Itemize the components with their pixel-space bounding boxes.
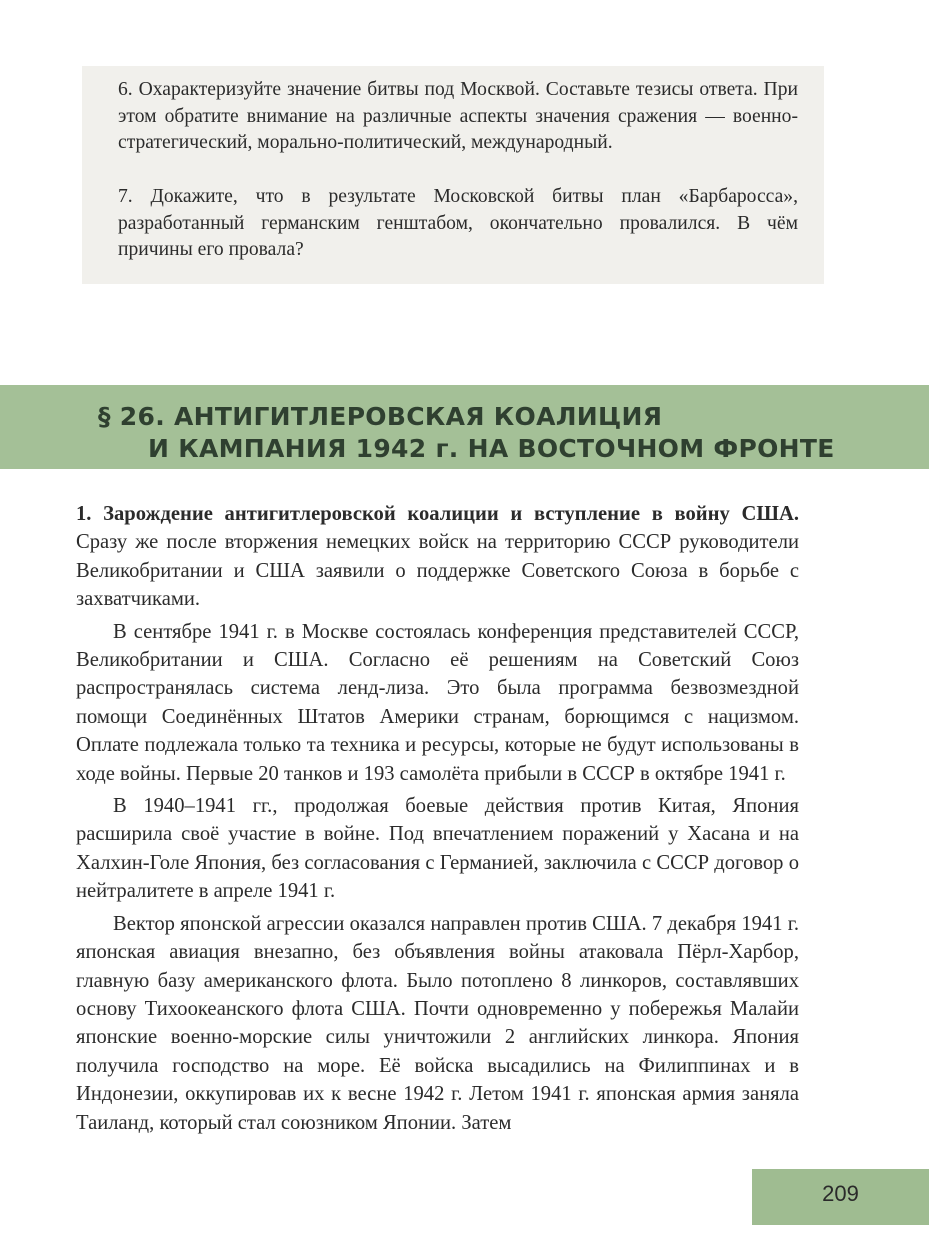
section-title — [98, 401, 835, 465]
paragraph-1-text: Сразу же после вторжения немецких войск на территорию СССР руководители Великобритании и США заявили о поддержке Советского Союза в борьбе с захватчиками. — [76, 531, 799, 611]
body-text — [76, 500, 799, 1137]
section-title-line-1: § 26. АНТИГИТЛЕРОВСКАЯ КОАЛИЦИЯ — [98, 402, 663, 431]
question-6: 6. Охарактеризуйте значение битвы под Москвой. Составьте тезисы ответа. При этом обратите внимание на различные аспекты значения сражения — военно-стратегический, морально-политический, международный. — [118, 79, 798, 154]
paragraph-1 — [76, 500, 799, 614]
paragraph-2: В сентябре 1941 г. в Москве состоялась конференция представителей СССР, Великобритании и США. Согласно её решениям на Советский Союз распространялась система ленд-лиза. Это была программа безвозмездной помощи Соединённых Штатов Америки странам, борющимся с нацизмом. Оплате подлежала только та техника и ресурсы, которые не будут использованы в ходе войны. Первые 20 танков и 193 самолёта прибыли в СССР в октябре 1941 г. — [76, 620, 799, 785]
page-number-tab — [752, 1169, 929, 1225]
questions-box — [82, 66, 824, 284]
question-7: 7. Докажите, что в результате Московской битвы план «Барбаросса», разработанный германским генштабом, окончательно провалился. В чём причины его провала? — [118, 186, 798, 261]
page-number: 209 — [822, 1181, 859, 1206]
subsection-heading: 1. Зарождение антигитлеровской коалиции и вступление в войну США. — [76, 503, 799, 525]
paragraph-3: В 1940–1941 гг., продолжая боевые действия против Китая, Япония расширила своё участие в войне. Под впечатлением поражений у Хасана и на Халхин-Голе Япония, без согласования с Германией, заключила с СССР договор о нейтралитете в апреле 1941 г. — [76, 795, 799, 903]
paragraph-4: Вектор японской агрессии оказался направлен против США. 7 декабря 1941 г. японская авиация внезапно, без объявления войны атаковала Пёрл-Харбор, главную базу американского флота. Было потоплено 8 линкоров, составлявших основу Тихоокеанского флота США. Почти одновременно у побережья Малайи японские военно-морские силы уничтожили 2 английских линкора. Япония получила господство на море. Её войска высадились на Филиппинах и в Индонезии, оккупировав их к весне 1942 г. Летом 1941 г. японская армия заняла Таиланд, который стал союзником Японии. Затем — [76, 912, 799, 1134]
section-title-line-2: И КАМПАНИЯ 1942 г. НА ВОСТОЧНОМ ФРОНТЕ — [148, 434, 835, 463]
